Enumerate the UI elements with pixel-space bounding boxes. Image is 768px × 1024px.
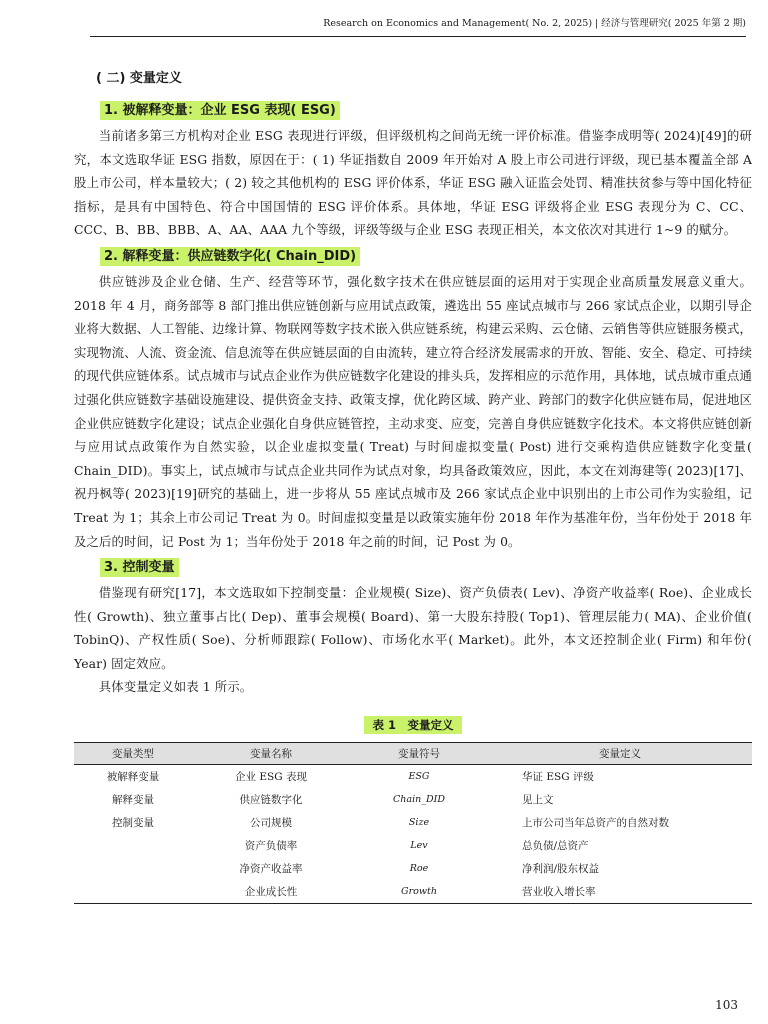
subsection-heading-text: 2. 解释变量：供应链数字化( Chain_DID) <box>100 247 360 266</box>
subsection-heading-control-variables <box>100 553 752 581</box>
paragraph-control-variables: 借鉴现有研究[17]，本文选取如下控制变量：企业规模( Size)、资产负债表( Lev)、净资产收益率( Roe)、企业成长性( Growth)、独立董事占比( Dep)、董事会规模( Board)、第一大股东持股( Top1)、管理层能力( MA)、企业价值( TobinQ)、产权性质( Soe)、分析师跟踪( Follow)、市场化水平( Market)。此外，本文还控制企业( Firm) 和年份( Year) 固定效应。 <box>74 585 752 671</box>
cell-variable-symbol: Size <box>408 817 430 829</box>
column-header-variable-name: 变量名称 <box>192 743 350 765</box>
cell-variable-definition: 总负债/总资产 <box>522 840 589 853</box>
cell-variable-type: 被解释变量 <box>106 771 160 784</box>
subsection-heading-dependent-variable <box>100 96 752 124</box>
cell-variable-name: 公司规模 <box>250 817 292 830</box>
cell-variable-name: 供应链数字化 <box>239 794 303 807</box>
cell-variable-symbol: ESG <box>408 771 430 783</box>
cell-variable-type: 解释变量 <box>112 794 154 807</box>
cell-variable-symbol: Growth <box>401 886 437 898</box>
cell-variable-definition: 净利润/股东权益 <box>522 863 600 876</box>
cell-variable-definition: 华证 ESG 评级 <box>522 771 594 784</box>
table-row <box>74 788 752 811</box>
cell-variable-symbol: Roe <box>409 863 429 875</box>
table-row <box>74 834 752 857</box>
subsection-heading-text: 1. 被解释变量：企业 ESG 表现( ESG) <box>100 101 340 120</box>
cell-variable-definition: 上市公司当年总资产的自然对数 <box>522 817 669 830</box>
running-head: Research on Economics and Management( No. 2, 2025) | 经济与管理研究( 2025 年第 2 期) <box>90 12 746 37</box>
page-number: 103 <box>715 998 738 1012</box>
cell-variable-name: 资产负债率 <box>244 840 298 853</box>
cell-variable-definition: 见上文 <box>522 794 554 807</box>
table-row <box>74 811 752 834</box>
table-caption-text: 表 1 变量定义 <box>364 716 461 734</box>
cell-variable-type <box>74 880 192 904</box>
table-caption <box>74 713 752 736</box>
paragraph-explanatory-variable: 供应链涉及企业仓储、生产、经营等环节，强化数字技术在供应链层面的运用对于实现企业高质量发展意义重大。2018 年 4 月，商务部等 8 部门推出供应链创新与应用试点政策，遴选出 55 座试点城市与 266 家试点企业，以期引导企业将大数据、人工智能、边缘计算、物联网等数字技术嵌入供应链系统，构建云采购、云仓储、云销售等供应链服务模式，实现物流、人流、资金流、信息流等在供应链层面的自由流转，建立符合经济发展需求的开放、智能、安全、稳定、可持续的现代供应链体系。试点城市与试点企业作为供应链数字化建设的排头兵，发挥相应的示范作用，具体地，试点城市重点通过强化供应链数字基础设施建设、提供资金支持、政策支撑，优化跨区域、跨产业、跨部门的数字化供应链布局，促进地区企业供应链数字化建设；试点企业强化自身供应链管控，主动求变、应变，完善自身供应链数字化技术。本文将供应链创新与应用试点政策作为自然实验，以企业虚拟变量( Treat) 与时间虚拟变量( Post) 进行交乘构造供应链数字化变量( Chain_DID)。事实上，试点城市与试点企业共同作为试点对象，均具备政策效应，因此，本文在刘海建等( 2023)[17]、祝丹枫等( 2023)[19]研究的基础上，进一步将从 55 座试点城市及 266 家试点企业中识别出的上市公司作为实验组，记 Treat 为 1；其余上市公司记 Treat 为 0。时间虚拟变量是以政策实施年份 2018 年作为基准年份，当年份处于 2018 年及之后的时间，记 Post 为 1；当年份处于 2018 年之前的时间，记 Post 为 0。 <box>74 273 752 549</box>
paragraph-dependent-variable: 当前诸多第三方机构对企业 ESG 表现进行评级，但评级机构之间尚无统一评价标准。借鉴李成明等( 2024)[49]的研究，本文选取华证 ESG 指数，原因在于：( 1) 华证指数自 2009 年开始对 A 股上市公司进行评级，现已基本覆盖全部 A 股上市公司，样本量较大；( 2) 较之其他机构的 ESG 评价体系，华证 ESG 融入证监会处罚、精准扶贫参与等中国化特征指标，是具有中国特色、符合中国国情的 ESG 评价体系。具体地，华证 ESG 评级将企业 ESG 表现分为 C、CC、CCC、B、BB、BBB、A、AA、AAA 九个等级，评级等级与企业 ESG 表现正相关，本文依次对其进行 1~9 的赋分。 <box>74 128 752 238</box>
table-row <box>74 857 752 880</box>
cell-variable-symbol: Chain_DID <box>393 794 445 806</box>
table-header-row <box>74 743 752 765</box>
column-header-variable-definition: 变量定义 <box>488 743 752 765</box>
subsection-heading-text: 3. 控制变量 <box>100 558 179 577</box>
cell-variable-type <box>74 834 192 857</box>
subsection-heading-explanatory-variable <box>100 242 752 270</box>
section-title: ( 二) 变量定义 <box>96 71 182 86</box>
cell-variable-name: 净资产收益率 <box>239 863 303 876</box>
cell-variable-symbol: Lev <box>410 840 428 852</box>
column-header-variable-type: 变量类型 <box>74 743 192 765</box>
cell-variable-definition: 营业收入增长率 <box>522 886 596 899</box>
variable-definition-table <box>74 742 752 904</box>
cell-variable-name: 企业成长性 <box>244 886 298 899</box>
paragraph-table-reference: 具体变量定义如表 1 所示。 <box>98 679 253 695</box>
article-body <box>74 68 752 904</box>
table-row <box>74 880 752 904</box>
cell-variable-type: 控制变量 <box>112 817 154 830</box>
cell-variable-type <box>74 857 192 880</box>
cell-variable-name: 企业 ESG 表现 <box>235 771 307 784</box>
column-header-variable-symbol: 变量符号 <box>350 743 488 765</box>
table-row <box>74 765 752 789</box>
